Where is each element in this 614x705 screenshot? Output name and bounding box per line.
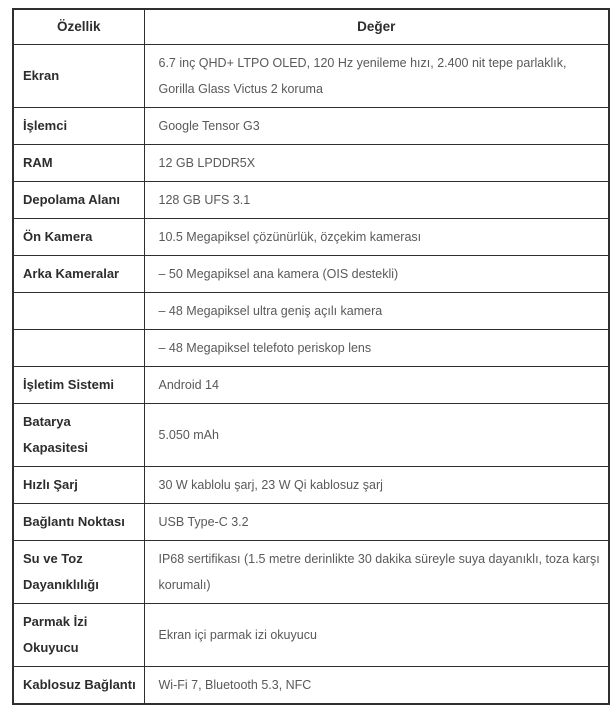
feature-cell: Parmak İzi Okuyucu — [13, 604, 144, 667]
table-row — [13, 330, 609, 367]
feature-cell: Bağlantı Noktası — [13, 504, 144, 541]
table-row — [13, 219, 609, 256]
value-cell: 5.050 mAh — [144, 404, 609, 467]
table-row — [13, 667, 609, 705]
table-row — [13, 145, 609, 182]
table-row — [13, 182, 609, 219]
feature-cell: Batarya Kapasitesi — [13, 404, 144, 467]
table-row — [13, 367, 609, 404]
table-row — [13, 504, 609, 541]
feature-cell: Kablosuz Bağlantı — [13, 667, 144, 705]
value-cell: 10.5 Megapiksel çözünürlük, özçekim kamerası — [144, 219, 609, 256]
value-cell: – 48 Megapiksel ultra geniş açılı kamera — [144, 293, 609, 330]
feature-cell: İşlemci — [13, 108, 144, 145]
feature-cell: Ekran — [13, 45, 144, 108]
feature-cell — [13, 293, 144, 330]
table-row — [13, 108, 609, 145]
value-cell: – 48 Megapiksel telefoto periskop lens — [144, 330, 609, 367]
phone-spec-table — [12, 8, 610, 705]
value-cell: 12 GB LPDDR5X — [144, 145, 609, 182]
feature-cell: Ön Kamera — [13, 219, 144, 256]
value-cell: Ekran içi parmak izi okuyucu — [144, 604, 609, 667]
table-row — [13, 256, 609, 293]
feature-column-header: Özellik — [13, 9, 144, 45]
feature-cell — [13, 330, 144, 367]
feature-cell: Arka Kameralar — [13, 256, 144, 293]
table-row — [13, 404, 609, 467]
value-cell: Wi-Fi 7, Bluetooth 5.3, NFC — [144, 667, 609, 705]
table-row — [13, 604, 609, 667]
feature-cell: Su ve Toz Dayanıklılığı — [13, 541, 144, 604]
table-row — [13, 45, 609, 108]
feature-cell: Depolama Alanı — [13, 182, 144, 219]
value-cell: 6.7 inç QHD+ LTPO OLED, 120 Hz yenileme hızı, 2.400 nit tepe parlaklık, Gorilla Glass Victus 2 koruma — [144, 45, 609, 108]
header-row — [13, 9, 609, 45]
feature-cell: İşletim Sistemi — [13, 367, 144, 404]
feature-cell: RAM — [13, 145, 144, 182]
value-cell: – 50 Megapiksel ana kamera (OIS destekli) — [144, 256, 609, 293]
spec-table-body — [13, 45, 609, 705]
value-cell: USB Type-C 3.2 — [144, 504, 609, 541]
value-cell: Google Tensor G3 — [144, 108, 609, 145]
feature-cell: Hızlı Şarj — [13, 467, 144, 504]
value-cell: 30 W kablolu şarj, 23 W Qi kablosuz şarj — [144, 467, 609, 504]
table-row — [13, 541, 609, 604]
value-cell: 128 GB UFS 3.1 — [144, 182, 609, 219]
value-cell: IP68 sertifikası (1.5 metre derinlikte 30 dakika süreyle suya dayanıklı, toza karşı korumalı) — [144, 541, 609, 604]
table-row — [13, 467, 609, 504]
value-cell: Android 14 — [144, 367, 609, 404]
value-column-header: Değer — [144, 9, 609, 45]
table-row — [13, 293, 609, 330]
